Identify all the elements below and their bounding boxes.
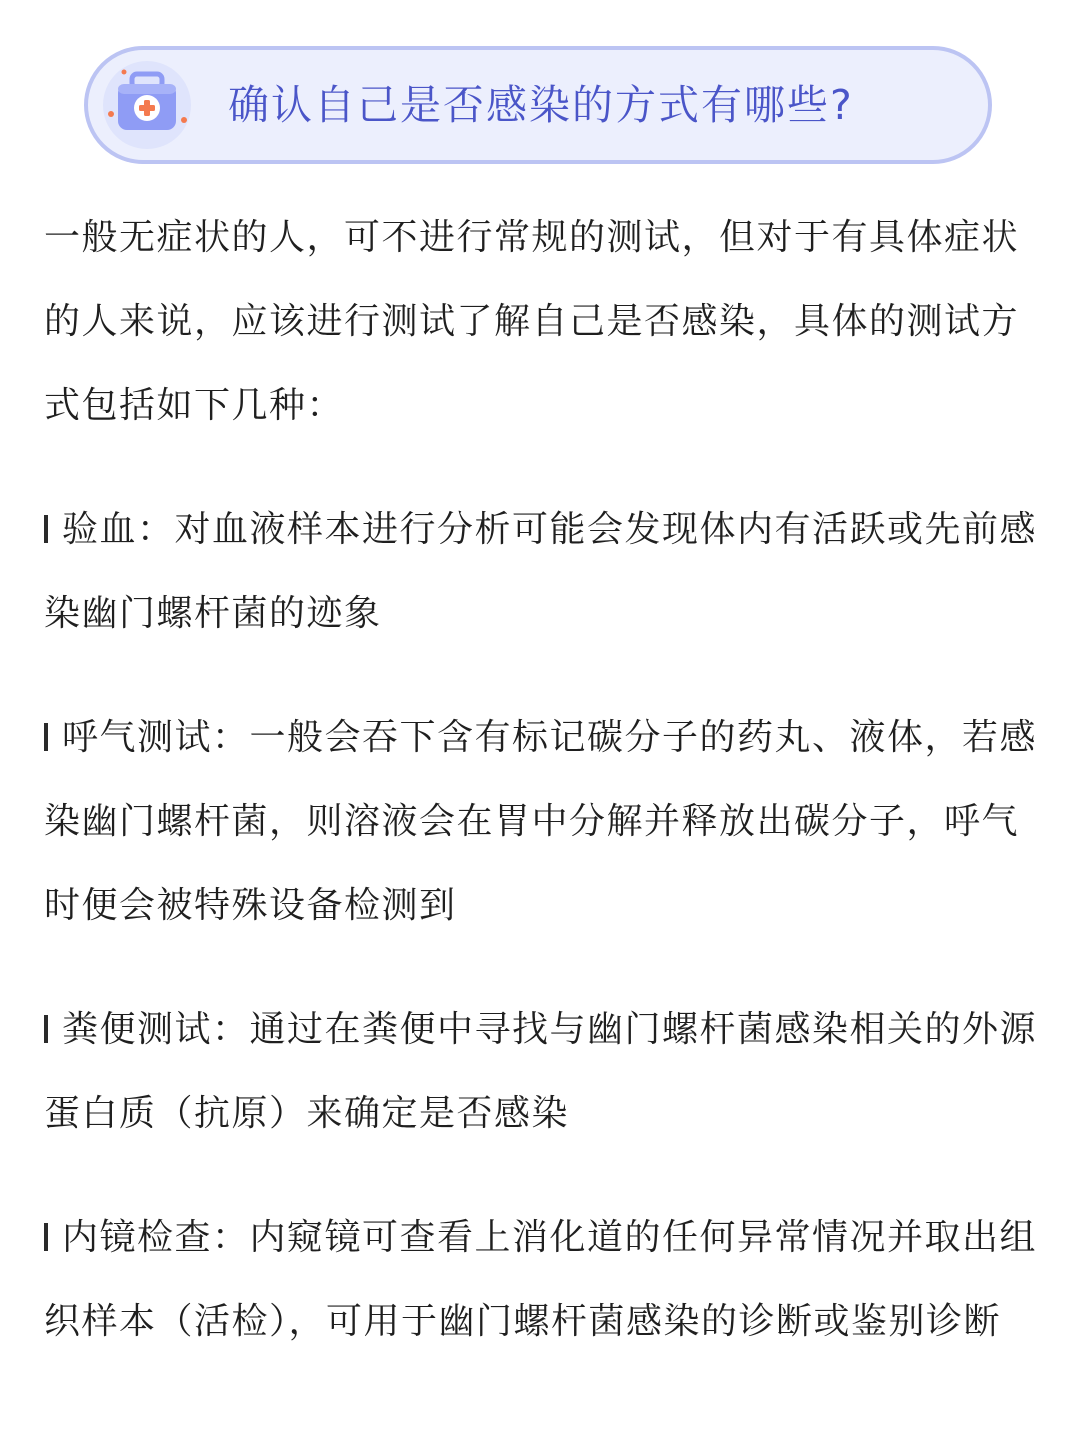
- bullet-marker: [44, 515, 48, 543]
- method-item-stool-test: [44, 988, 1040, 1156]
- method-item-endoscopy: [44, 1196, 1040, 1364]
- header-banner: [84, 46, 992, 164]
- method-text: 粪便测试：通过在粪便中寻找与幽门螺杆菌感染相关的外源蛋白质（抗原）来确定是否感染: [44, 1009, 1038, 1134]
- article-body: [44, 196, 1040, 1404]
- intro-paragraph: 一般无症状的人，可不进行常规的测试，但对于有具体症状的人来说，应该进行测试了解自己是否感染，具体的测试方式包括如下几种：: [44, 217, 1020, 426]
- page-title: 确认自己是否感染的方式有哪些?: [228, 81, 854, 129]
- method-text: 验血：对血液样本进行分析可能会发现体内有活跃或先前感染幽门螺杆菌的迹象: [44, 509, 1038, 634]
- bullet-marker: [44, 723, 48, 751]
- method-text: 内镜检查：内窥镜可查看上消化道的任何异常情况并取出组织样本（活检），可用于幽门螺杆菌感染的诊断或鉴别诊断: [44, 1217, 1038, 1342]
- medical-kit-icon: [98, 56, 196, 154]
- bullet-marker: [44, 1223, 48, 1251]
- method-item-breath-test: [44, 696, 1040, 948]
- method-text: 呼气测试：一般会吞下含有标记碳分子的药丸、液体，若感染幽门螺杆菌，则溶液会在胃中分解并释放出碳分子，呼气时便会被特殊设备检测到: [44, 717, 1038, 926]
- method-item-blood-test: [44, 488, 1040, 656]
- bullet-marker: [44, 1015, 48, 1043]
